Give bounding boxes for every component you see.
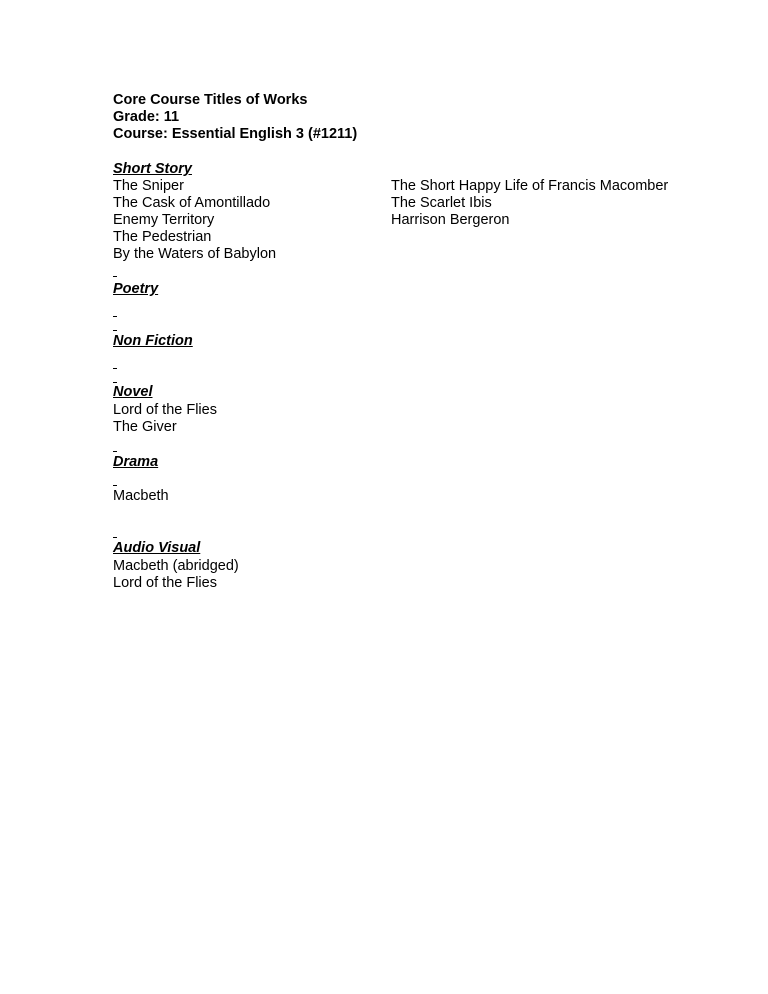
divider bbox=[113, 382, 117, 383]
list-item: By the Waters of Babylon bbox=[113, 246, 277, 262]
list-item: Harrison Bergeron bbox=[391, 212, 510, 228]
grade-line: Grade: 11 bbox=[113, 109, 180, 125]
list-item: The Scarlet Ibis bbox=[391, 195, 492, 211]
short-story-heading: Short Story bbox=[113, 161, 192, 177]
list-item: The Cask of Amontillado bbox=[113, 195, 271, 211]
novel-heading: Novel bbox=[113, 384, 153, 400]
list-item: The Giver bbox=[113, 419, 177, 435]
list-item: The Pedestrian bbox=[113, 229, 212, 245]
document-title: Core Course Titles of Works bbox=[113, 92, 308, 108]
divider bbox=[113, 276, 117, 277]
list-item: Macbeth (abridged) bbox=[113, 558, 239, 574]
audio-visual-heading: Audio Visual bbox=[113, 540, 201, 556]
list-item: Lord of the Flies bbox=[113, 575, 217, 591]
divider bbox=[113, 330, 117, 331]
list-item: The Short Happy Life of Francis Macomber bbox=[391, 178, 669, 194]
divider bbox=[113, 316, 117, 317]
divider bbox=[113, 537, 117, 538]
list-item: Enemy Territory bbox=[113, 212, 215, 228]
non-fiction-heading: Non Fiction bbox=[113, 333, 193, 349]
drama-heading: Drama bbox=[113, 454, 159, 470]
divider bbox=[113, 451, 117, 452]
course-line: Course: Essential English 3 (#1211) bbox=[113, 126, 358, 142]
poetry-heading: Poetry bbox=[113, 281, 159, 297]
list-item: Lord of the Flies bbox=[113, 402, 217, 418]
divider bbox=[113, 368, 117, 369]
list-item: Macbeth bbox=[113, 488, 169, 504]
list-item: The Sniper bbox=[113, 178, 184, 194]
divider bbox=[113, 485, 117, 486]
